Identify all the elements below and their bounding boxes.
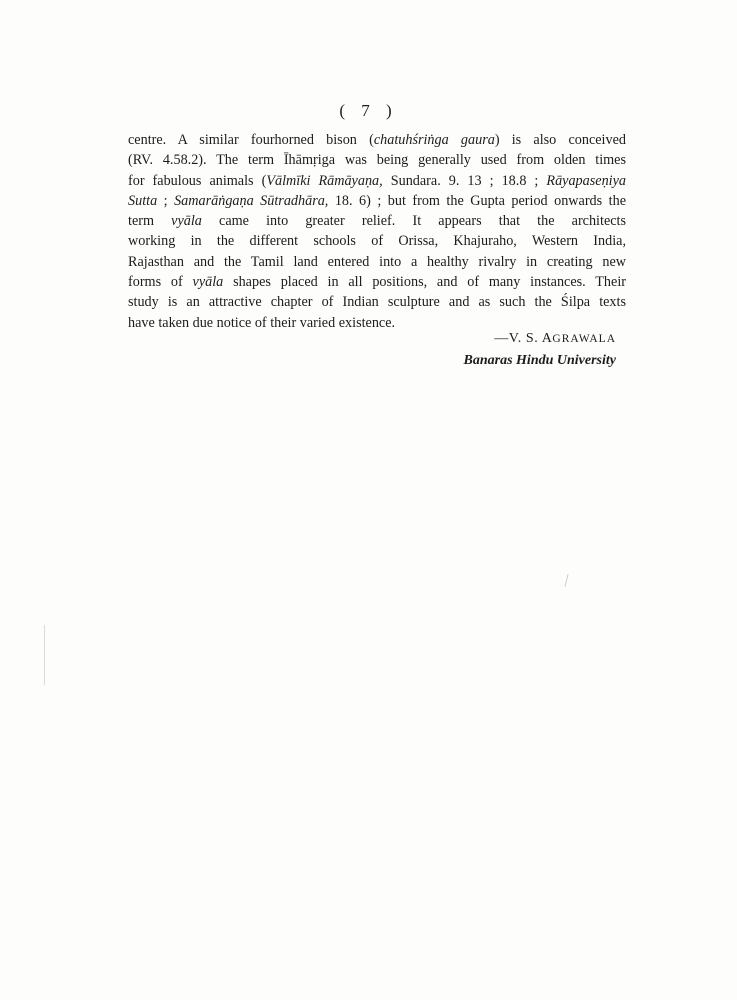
text-line (128, 231, 626, 251)
author-name-prefix: —V. S. A (494, 331, 553, 346)
author-institution: Banaras Hindu University (463, 353, 616, 368)
text-run: for fabulous animals ( (128, 172, 267, 189)
scan-mark-right (564, 574, 568, 587)
text-line (128, 252, 626, 272)
text-line (128, 191, 626, 211)
text-run: working in the different schools of Orissa, Khajuraho, Western India, (128, 233, 626, 250)
italic-term: chatuhśriṅga gaura (373, 132, 495, 148)
italic-term: Vālmīki Rāmāyaṇa, (266, 172, 383, 189)
italic-term: Sutta (128, 192, 158, 209)
italic-term: Samarāṅgaṇa Sūtradhāra, (174, 192, 329, 209)
italic-term: vyāla (171, 213, 202, 230)
text-run: shapes placed in all positions, and of many instances. Their (223, 274, 626, 291)
text-run: came into greater relief. It appears that the architects (201, 213, 626, 230)
scan-mark-left (44, 625, 45, 685)
text-run: ) is also conceived (494, 132, 626, 148)
text-line (128, 150, 626, 170)
italic-term: vyāla (192, 274, 224, 291)
text-line (128, 130, 626, 150)
page-number: ( 7 ) (339, 101, 398, 120)
text-run: centre. A similar fourhorned bison ( (128, 132, 374, 148)
text-run: ; (157, 192, 175, 209)
text-line (128, 171, 626, 191)
body-paragraph (128, 130, 626, 333)
text-run: 18. 6) ; but from the Gupta period onwards the (328, 192, 626, 209)
signature-block (420, 328, 616, 371)
text-line (128, 292, 626, 312)
text-run: forms of (128, 274, 193, 291)
text-run: (RV. 4.58.2). The term Īhāmṛiga was being generally used from olden times (128, 152, 626, 169)
text-line (128, 211, 626, 231)
text-run: Sundara. 9. 13 ; 18.8 ; (382, 172, 547, 189)
text-run: have taken due notice of their varied existence. (128, 314, 396, 331)
text-line (128, 272, 626, 292)
text-run: Rajasthan and the Tamil land entered into a healthy rivalry in creating new (128, 253, 626, 270)
author-name (420, 328, 616, 350)
italic-term: Rāyapaseṇiya (546, 172, 626, 189)
text-run: study is an attractive chapter of Indian sculpture and as such the Śilpa texts (128, 294, 626, 311)
text-run: term (128, 213, 172, 230)
author-name-smallcaps: GRAWALA (552, 333, 616, 345)
